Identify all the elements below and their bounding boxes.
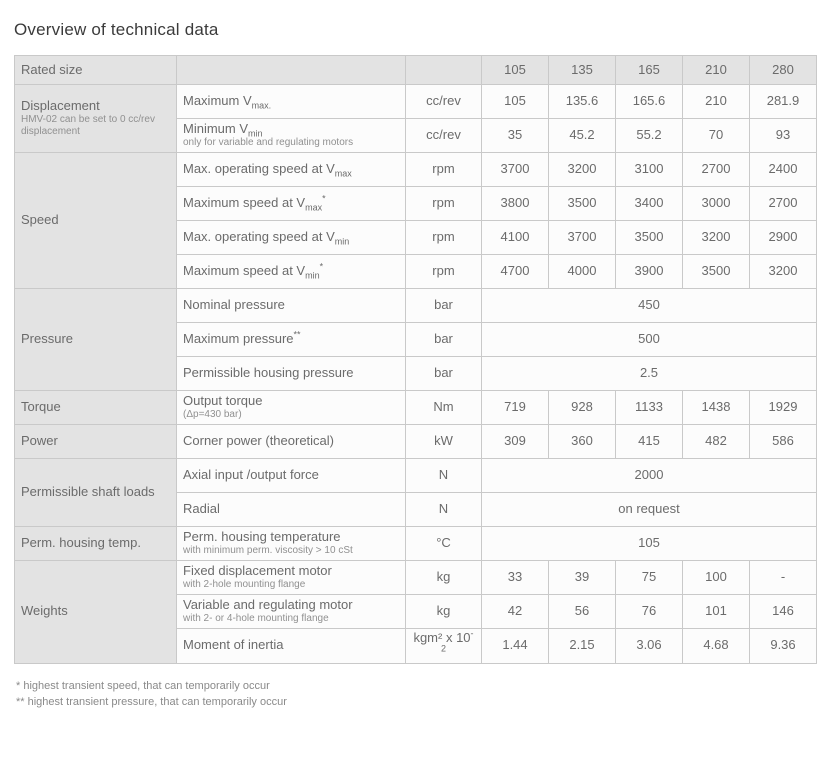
table-row (15, 391, 817, 425)
value-cell: 3.06 (616, 629, 683, 664)
value-cell: 42 (482, 595, 549, 629)
header-size: 210 (683, 56, 750, 85)
row-label: Maximum pressure** (177, 323, 406, 357)
value-cell: 55.2 (616, 119, 683, 153)
value-cell: 2900 (750, 221, 817, 255)
row-label: Corner power (theoretical) (177, 425, 406, 459)
value-cell: 4100 (482, 221, 549, 255)
value-cell: 45.2 (549, 119, 616, 153)
unit-cell: rpm (406, 255, 482, 289)
unit-cell: N (406, 459, 482, 493)
header-rated-size: Rated size (15, 56, 177, 85)
row-label: Variable and regulating motor with 2- or 4-hole mounting flange (177, 595, 406, 629)
unit-cell: cc/rev (406, 85, 482, 119)
value-cell: 3500 (549, 187, 616, 221)
unit-cell: kgm² x $10^{-2}$ (406, 629, 482, 664)
group-cell-pressure (15, 289, 177, 391)
group-cell-weights (15, 561, 177, 664)
row-note: with minimum perm. viscosity > 10 cSt (183, 545, 353, 557)
value-cell: 9.36 (750, 629, 817, 664)
group-cell-shaft-loads (15, 459, 177, 527)
row-note: with 2-hole mounting flange (183, 579, 306, 591)
row-label: Axial input /output force (177, 459, 406, 493)
group-label: Permissible shaft loads (21, 484, 155, 500)
value-cell: 586 (750, 425, 817, 459)
value-cell: 70 (683, 119, 750, 153)
spanned-value-cell: 450 (482, 289, 817, 323)
group-cell-torque (15, 391, 177, 425)
footnote-speed: * highest transient speed, that can temporarily occur (16, 679, 270, 692)
row-label: Radial (177, 493, 406, 527)
group-label: Pressure (21, 331, 74, 347)
value-cell: 3100 (616, 153, 683, 187)
value-cell: 3500 (683, 255, 750, 289)
page-title: Overview of technical data (14, 20, 219, 39)
value-cell: 1.44 (482, 629, 549, 664)
value-cell: 2700 (683, 153, 750, 187)
value-cell: 100 (683, 561, 750, 595)
group-label: Power (21, 433, 58, 449)
spanned-value-cell: 2.5 (482, 357, 817, 391)
table-row (15, 561, 817, 595)
table-row (15, 289, 817, 323)
value-cell: 75 (616, 561, 683, 595)
header-empty-unit (406, 56, 482, 85)
group-label: Perm. housing temp. (21, 535, 141, 551)
value-cell: 309 (482, 425, 549, 459)
group-label: Speed (21, 212, 59, 228)
row-label: Moment of inertia (177, 629, 406, 664)
row-label: Maximum speed at $V_{min}^*$ (177, 255, 406, 289)
value-cell: 3400 (616, 187, 683, 221)
row-note: only for variable and regulating motors (183, 137, 354, 149)
value-cell: 360 (549, 425, 616, 459)
value-cell: 3200 (549, 153, 616, 187)
group-label: Displacement (21, 97, 100, 113)
value-cell: 3500 (616, 221, 683, 255)
technical-data-table (14, 55, 817, 664)
value-cell: 3900 (616, 255, 683, 289)
table-row (15, 425, 817, 459)
unit-cell: kg (406, 595, 482, 629)
header-empty-description (177, 56, 406, 85)
unit-cell: rpm (406, 187, 482, 221)
value-cell: 165.6 (616, 85, 683, 119)
header-size: 165 (616, 56, 683, 85)
value-cell: 2700 (750, 187, 817, 221)
group-cell-displacement (15, 85, 177, 153)
value-cell: 135.6 (549, 85, 616, 119)
table-row (15, 527, 817, 561)
value-cell: - (750, 561, 817, 595)
value-cell: 415 (616, 425, 683, 459)
group-cell-power (15, 425, 177, 459)
unit-cell: kg (406, 561, 482, 595)
table-row (15, 153, 817, 187)
unit-cell: cc/rev (406, 119, 482, 153)
value-cell: 93 (750, 119, 817, 153)
group-label: Weights (21, 603, 68, 619)
row-label: Fixed displacement motor with 2-hole mounting flange (177, 561, 406, 595)
row-label: Nominal pressure (177, 289, 406, 323)
table-row (15, 85, 817, 119)
unit-cell: °C (406, 527, 482, 561)
spanned-value-cell: 2000 (482, 459, 817, 493)
value-cell: 719 (482, 391, 549, 425)
value-cell: 4.68 (683, 629, 750, 664)
row-label: Perm. housing temperature with minimum perm. viscosity > 10 cSt (177, 527, 406, 561)
table-header-row (15, 56, 817, 85)
value-cell: 35 (482, 119, 549, 153)
footnote-pressure: ** highest transient pressure, that can temporarily occur (16, 695, 287, 708)
value-cell: 56 (549, 595, 616, 629)
group-cell-housing-temp (15, 527, 177, 561)
value-cell: 105 (482, 85, 549, 119)
row-label: Minimum $V_{min}$ only for variable and regulating motors (177, 119, 406, 153)
row-note: with 2- or 4-hole mounting flange (183, 613, 329, 625)
header-size: 135 (549, 56, 616, 85)
unit-cell: rpm (406, 221, 482, 255)
unit-cell: N (406, 493, 482, 527)
header-size: 280 (750, 56, 817, 85)
unit-cell: bar (406, 357, 482, 391)
value-cell: 3700 (549, 221, 616, 255)
value-cell: 3000 (683, 187, 750, 221)
value-cell: 101 (683, 595, 750, 629)
value-cell: 2400 (750, 153, 817, 187)
row-note: (Δp=430 bar) (183, 409, 242, 421)
spanned-value-cell: on request (482, 493, 817, 527)
value-cell: 146 (750, 595, 817, 629)
value-cell: 928 (549, 391, 616, 425)
row-label: Max. operating speed at $V_{min}$ (177, 221, 406, 255)
value-cell: 4700 (482, 255, 549, 289)
row-label: Maximum speed at $V_{max}^*$ (177, 187, 406, 221)
value-cell: 210 (683, 85, 750, 119)
row-label: Permissible housing pressure (177, 357, 406, 391)
value-cell: 1438 (683, 391, 750, 425)
table-row (15, 459, 817, 493)
unit-cell: Nm (406, 391, 482, 425)
value-cell: 33 (482, 561, 549, 595)
group-label: Torque (21, 399, 61, 415)
footnotes (14, 679, 816, 711)
spanned-value-cell: 105 (482, 527, 817, 561)
header-size: 105 (482, 56, 549, 85)
row-label: Max. operating speed at $V_{max}$ (177, 153, 406, 187)
row-label: Output torque (Δp=430 bar) (177, 391, 406, 425)
value-cell: 482 (683, 425, 750, 459)
unit-cell: kW (406, 425, 482, 459)
unit-cell: bar (406, 323, 482, 357)
value-cell: 3800 (482, 187, 549, 221)
value-cell: 3200 (750, 255, 817, 289)
value-cell: 76 (616, 595, 683, 629)
value-cell: 3200 (683, 221, 750, 255)
spanned-value-cell: 500 (482, 323, 817, 357)
unit-cell: rpm (406, 153, 482, 187)
value-cell: 1133 (616, 391, 683, 425)
unit-cell: bar (406, 289, 482, 323)
row-label: Maximum $V_{max.}$ (177, 85, 406, 119)
value-cell: 39 (549, 561, 616, 595)
group-note: HMV-02 can be set to 0 cc/rev displacement (21, 114, 155, 138)
value-cell: 281.9 (750, 85, 817, 119)
value-cell: 3700 (482, 153, 549, 187)
value-cell: 4000 (549, 255, 616, 289)
value-cell: 2.15 (549, 629, 616, 664)
group-cell-speed (15, 153, 177, 289)
value-cell: 1929 (750, 391, 817, 425)
